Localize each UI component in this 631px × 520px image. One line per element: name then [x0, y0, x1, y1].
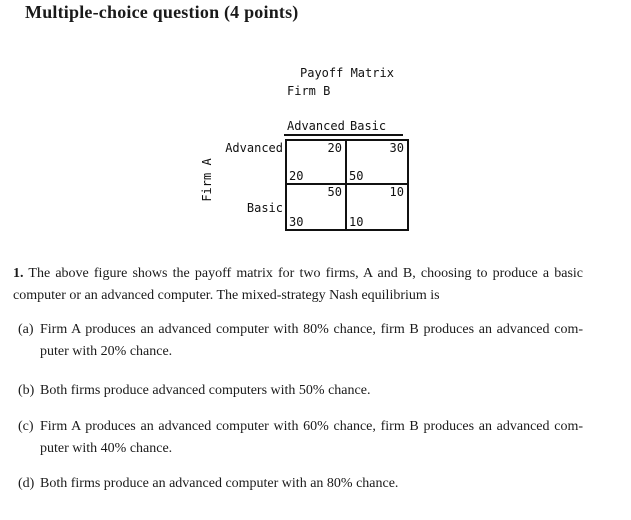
option-b-line-1: Both firms produce advanced computers with 50% chance. — [40, 383, 371, 398]
payoff-cell-advanced-advanced — [287, 141, 347, 185]
option-a-line-1: Firm A produces an advanced computer with 80% chance, firm B produces an advanced com- — [40, 322, 583, 337]
option-d-label: (d) — [18, 476, 35, 491]
firm-a-payoff: 10 — [349, 215, 364, 229]
option-b — [18, 380, 583, 402]
payoff-cell-basic-basic — [347, 185, 407, 229]
firm-b-payoff: 50 — [327, 185, 342, 199]
firm-a-payoff: 20 — [289, 169, 304, 183]
payoff-cell-basic-advanced — [287, 185, 347, 229]
row-label-advanced: Advanced — [225, 141, 283, 155]
question-number: 1. — [13, 266, 24, 281]
option-d-line-1: Both firms produce an advanced computer with an 80% chance. — [40, 476, 399, 491]
firm-b-label: Firm B — [287, 84, 331, 98]
row-label-basic: Basic — [246, 201, 283, 215]
question-line-2: computer or an advanced computer. The mixed-strategy Nash equilibrium is — [13, 287, 440, 303]
col-header-basic: Basic — [350, 119, 387, 133]
option-a-line-2: puter with 20% chance. — [40, 343, 173, 359]
option-b-label: (b) — [18, 383, 35, 398]
payoff-table — [285, 139, 409, 231]
option-c — [18, 416, 583, 459]
option-d — [18, 473, 583, 495]
question-line-1-text: The above figure shows the payoff matrix for two firms, A and B, choosing to produce a basic — [28, 266, 583, 281]
firm-b-payoff: 30 — [389, 141, 404, 155]
firm-b-payoff: 10 — [389, 185, 404, 199]
figure-title: Payoff Matrix — [300, 66, 394, 80]
firm-a-label: Firm A — [200, 158, 214, 202]
question-line-1 — [13, 263, 583, 285]
question-text — [13, 263, 583, 306]
firm-a-payoff: 30 — [289, 215, 304, 229]
column-header-underline — [284, 134, 403, 136]
page-title: Multiple-choice question (4 points) — [25, 2, 299, 22]
option-c-label: (c) — [18, 419, 34, 434]
option-a-label: (a) — [18, 322, 34, 337]
option-c-line-2: puter with 40% chance. — [40, 440, 173, 456]
firm-b-payoff: 20 — [327, 141, 342, 155]
option-a — [18, 319, 583, 362]
option-c-line-1: Firm A produces an advanced computer with 60% chance, firm B produces an advanced com- — [40, 419, 583, 434]
firm-a-payoff: 50 — [349, 169, 364, 183]
payoff-cell-advanced-basic — [347, 141, 407, 185]
col-header-advanced: Advanced — [287, 119, 345, 133]
